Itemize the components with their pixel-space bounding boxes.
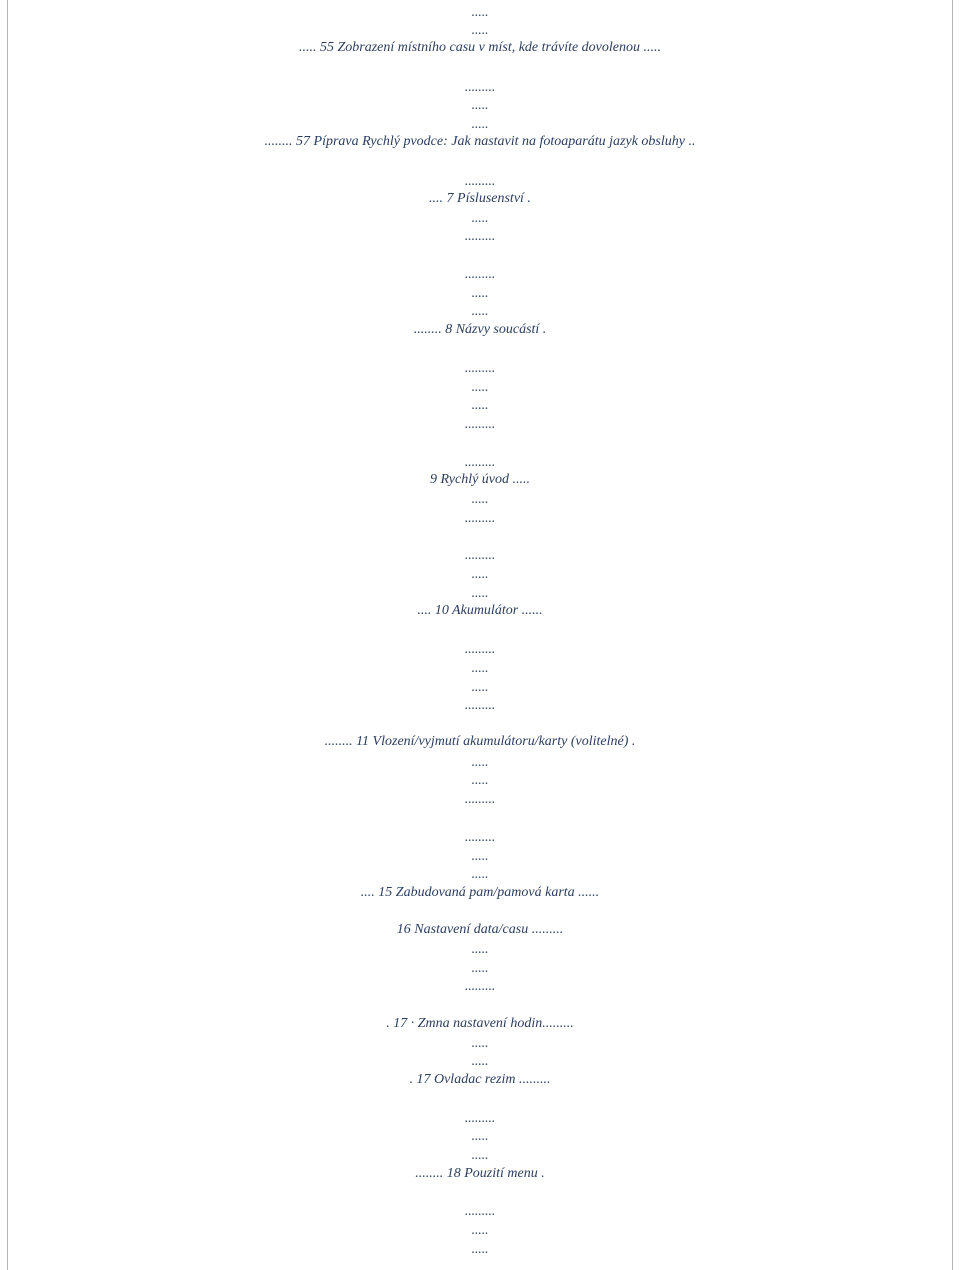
toc-line: ......... bbox=[464, 1203, 496, 1218]
toc-line: ..... bbox=[471, 1241, 489, 1256]
toc-line: ..... bbox=[471, 1222, 489, 1237]
toc-line: ..... bbox=[471, 1147, 489, 1162]
toc-line: ..... bbox=[471, 660, 489, 675]
toc-line: ..... bbox=[471, 1053, 489, 1068]
toc-entry-8-part-names[interactable]: ........ 8 Názvy soucástí . bbox=[413, 322, 547, 337]
toc-entry-15-memory[interactable]: .... 15 Zabudovaná pam/pamová karta ...... bbox=[360, 885, 600, 900]
toc-entry-18-menu[interactable]: ........ 18 Pouzití menu . bbox=[415, 1166, 545, 1181]
toc-entry-57-language[interactable]: ........ 57 Píprava Rychlý pvodce: Jak nastavit na fotoaparátu jazyk obsluhy .. bbox=[264, 134, 696, 149]
toc-line: ......... bbox=[464, 829, 496, 844]
toc-line: ..... bbox=[471, 585, 489, 600]
toc-line: ..... bbox=[471, 491, 489, 506]
toc-line: ......... bbox=[464, 547, 496, 562]
toc-line: ..... bbox=[471, 772, 489, 787]
toc-line: ......... bbox=[464, 416, 496, 431]
toc-line: ..... bbox=[471, 116, 489, 131]
toc-line: ......... bbox=[464, 641, 496, 656]
toc-line: ......... bbox=[464, 791, 496, 806]
toc-line: ......... bbox=[464, 510, 496, 525]
toc-entry-55-local-time[interactable]: ..... 55 Zobrazení místního casu v míst, kde trávíte dovolenou ..... bbox=[298, 40, 662, 55]
toc-line: ..... bbox=[471, 4, 489, 19]
toc-entry-11-insert-battery-card[interactable]: ........ 11 Vlození/vyjmutí akumulátoru/karty (volitelné) . bbox=[324, 734, 636, 749]
toc-line: ..... bbox=[471, 1128, 489, 1143]
toc-line: ......... bbox=[464, 266, 496, 281]
toc-line: ..... bbox=[471, 960, 489, 975]
toc-entry-9-quick-start[interactable]: 9 Rychlý úvod ..... bbox=[429, 472, 531, 487]
toc-line: ......... bbox=[464, 79, 496, 94]
toc-entry-17-mode-dial[interactable]: . 17 Ovladac rezim ......... bbox=[409, 1072, 551, 1087]
toc-line: ..... bbox=[471, 210, 489, 225]
toc-line: ..... bbox=[471, 866, 489, 881]
toc-line: ..... bbox=[471, 285, 489, 300]
toc-entry-17-change-clock[interactable]: . 17 · Zmna nastavení hodin......... bbox=[386, 1016, 574, 1031]
toc-line: ..... bbox=[471, 22, 489, 37]
toc-line: ..... bbox=[471, 397, 489, 412]
toc-line: ..... bbox=[471, 1035, 489, 1050]
toc-line: ......... bbox=[464, 228, 496, 243]
toc-line: ..... bbox=[471, 679, 489, 694]
toc-line: ......... bbox=[464, 1110, 496, 1125]
toc-line: ..... bbox=[471, 566, 489, 581]
toc-line: ..... bbox=[471, 754, 489, 769]
toc-entry-7-accessories[interactable]: .... 7 Píslusenství . bbox=[429, 191, 531, 206]
toc-line: ..... bbox=[471, 97, 489, 112]
toc-line: ..... bbox=[471, 941, 489, 956]
toc-entry-16-date-time[interactable]: 16 Nastavení data/casu ......... bbox=[396, 922, 564, 937]
toc-entry-10-battery[interactable]: .... 10 Akumulátor ...... bbox=[417, 603, 543, 618]
toc-line: ..... bbox=[471, 303, 489, 318]
toc-line: ..... bbox=[471, 379, 489, 394]
toc-line: ......... bbox=[464, 978, 496, 993]
toc-line: ......... bbox=[464, 454, 496, 469]
toc-line: ......... bbox=[464, 697, 496, 712]
toc-line: ......... bbox=[464, 360, 496, 375]
toc-line: ..... bbox=[471, 848, 489, 863]
toc-line: ......... bbox=[464, 173, 496, 188]
